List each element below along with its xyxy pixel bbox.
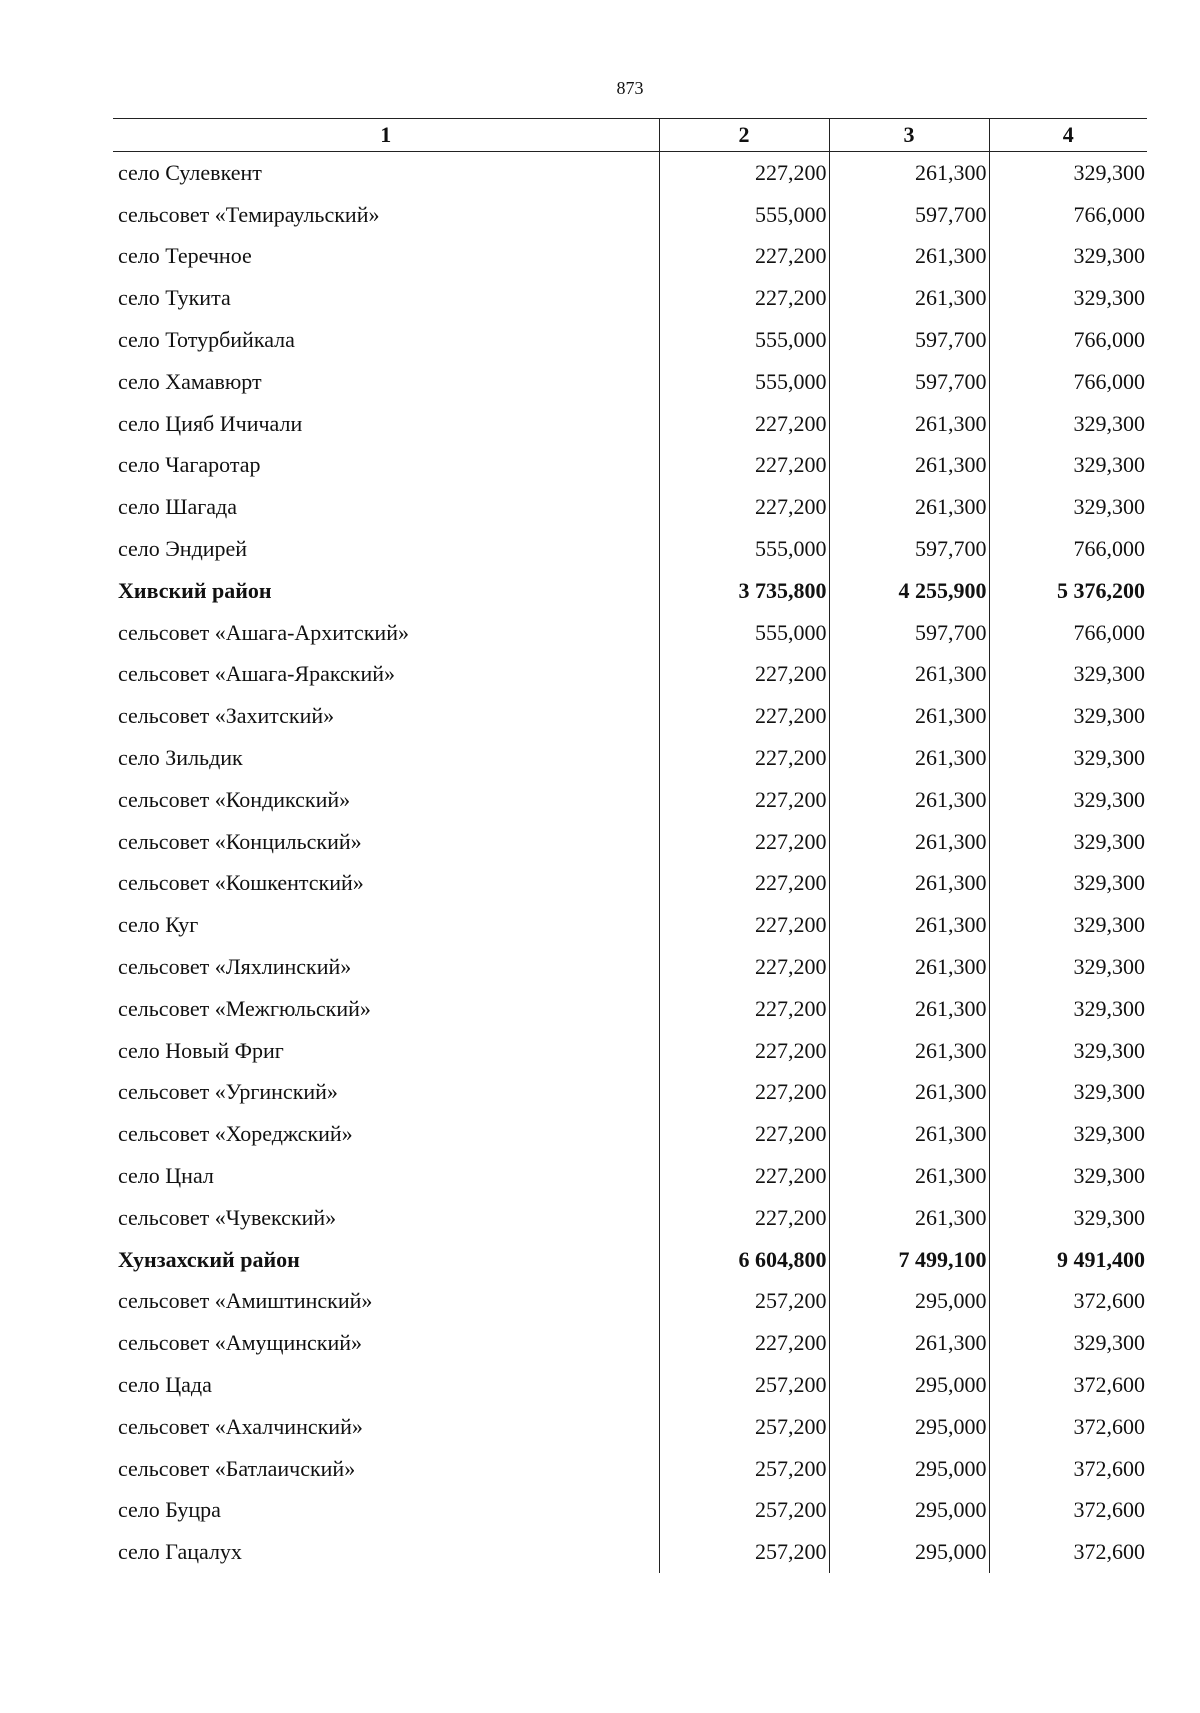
row-name-cell: село Цияб Ичичали [118,410,303,436]
table-row [113,654,1147,696]
header-col-4: 4 [989,119,1147,152]
row-value-col2: 227,200 [659,1113,829,1155]
row-value-col2: 257,200 [659,1531,829,1573]
row-name-cell: сельсовет «Ахалчинский» [118,1413,363,1439]
row-value-col4: 766,000 [989,361,1147,403]
row-value-col4: 329,300 [989,988,1147,1030]
row-value-col4: 329,300 [989,277,1147,319]
table-row [113,988,1147,1030]
row-name-cell: сельсовет «Чувекский» [118,1204,337,1230]
row-value-col2: 227,200 [659,445,829,487]
row-value-col2: 227,200 [659,1155,829,1197]
table-row [113,695,1147,737]
row-value-col4: 766,000 [989,528,1147,570]
row-value-col4: 329,300 [989,779,1147,821]
row-value-col3: 295,000 [829,1364,989,1406]
row-name-cell: село Эндирей [118,536,248,562]
table-body [113,152,1147,1574]
row-value-col4: 372,600 [989,1281,1147,1323]
row-value-col4: 372,600 [989,1490,1147,1532]
row-name-cell: сельсовет «Ляхлинский» [118,954,352,980]
table-row [113,1197,1147,1239]
row-name-cell: сельсовет «Ашага-Архитский» [118,619,409,645]
table-row [113,1113,1147,1155]
row-value-col4: 329,300 [989,1030,1147,1072]
table-row [113,612,1147,654]
row-value-col4: 329,300 [989,1072,1147,1114]
row-value-col3: 261,300 [829,737,989,779]
row-value-col4: 329,300 [989,1197,1147,1239]
row-value-col3: 261,300 [829,236,989,278]
district-total-row [113,1239,1147,1281]
row-value-col4: 329,300 [989,654,1147,696]
row-value-col2: 227,200 [659,779,829,821]
row-name-cell: село Шагада [118,494,237,520]
row-value-col2: 257,200 [659,1406,829,1448]
row-value-col2: 227,200 [659,152,829,194]
row-name-cell: сельсовет «Батлаичский» [118,1455,356,1481]
header-col-3: 3 [829,119,989,152]
row-value-col4: 766,000 [989,612,1147,654]
row-value-col2: 227,200 [659,904,829,946]
row-value-col2: 3 735,800 [659,570,829,612]
row-value-col3: 261,300 [829,863,989,905]
row-name-cell: сельсовет «Амущинский» [118,1330,363,1356]
row-name-cell: сельсовет «Амиштинский» [118,1288,373,1314]
row-value-col4: 372,600 [989,1448,1147,1490]
row-value-col3: 597,700 [829,361,989,403]
table-row [113,1030,1147,1072]
table-row [113,236,1147,278]
row-value-col2: 227,200 [659,1072,829,1114]
table-row [113,1281,1147,1323]
row-name-cell: село Тотурбийкала [118,327,295,353]
row-value-col3: 261,300 [829,403,989,445]
row-value-col3: 597,700 [829,528,989,570]
row-value-col4: 329,300 [989,863,1147,905]
table-row [113,1322,1147,1364]
row-value-col2: 227,200 [659,1322,829,1364]
row-name-cell: село Гацалух [118,1539,242,1565]
row-name-cell: Хивский район [118,577,272,603]
district-total-row [113,570,1147,612]
row-value-col4: 329,300 [989,486,1147,528]
row-value-col3: 7 499,100 [829,1239,989,1281]
row-value-col4: 329,300 [989,236,1147,278]
row-value-col2: 227,200 [659,946,829,988]
table-row [113,194,1147,236]
table-row [113,1490,1147,1532]
row-name-cell: село Сулевкент [118,159,262,185]
table-row [113,779,1147,821]
table-row [113,863,1147,905]
row-value-col3: 261,300 [829,821,989,863]
row-value-col3: 261,300 [829,1113,989,1155]
table-row [113,1155,1147,1197]
row-value-col3: 261,300 [829,988,989,1030]
row-value-col2: 555,000 [659,319,829,361]
table-row [113,946,1147,988]
row-value-col4: 372,600 [989,1364,1147,1406]
row-value-col2: 555,000 [659,528,829,570]
row-value-col2: 227,200 [659,737,829,779]
row-name-cell: сельсовет «Кошкентский» [118,870,364,896]
row-value-col3: 261,300 [829,152,989,194]
row-name-cell: село Буцра [118,1497,221,1523]
row-name-cell: село Тукита [118,285,231,311]
table-row [113,486,1147,528]
header-col-1: 1 [113,119,659,152]
row-value-col3: 295,000 [829,1406,989,1448]
row-name-cell: сельсовет «Захитский» [118,703,335,729]
row-value-col4: 766,000 [989,194,1147,236]
row-name-cell: село Новый Фриг [118,1037,284,1063]
row-name-cell: село Хамавюрт [118,368,262,394]
row-value-col3: 261,300 [829,904,989,946]
row-name-cell: сельсовет «Темираульский» [118,201,380,227]
row-value-col4: 329,300 [989,1322,1147,1364]
row-value-col3: 295,000 [829,1490,989,1532]
table-row [113,403,1147,445]
row-value-col4: 372,600 [989,1531,1147,1573]
table-header [113,119,1147,152]
row-value-col2: 227,200 [659,277,829,319]
row-value-col2: 257,200 [659,1281,829,1323]
row-value-col2: 227,200 [659,654,829,696]
row-value-col4: 329,300 [989,695,1147,737]
row-value-col3: 261,300 [829,779,989,821]
row-name-cell: село Цада [118,1372,212,1397]
row-name-cell: Хунзахский район [118,1246,300,1272]
row-value-col2: 227,200 [659,236,829,278]
row-value-col3: 597,700 [829,612,989,654]
table-row [113,1531,1147,1573]
data-table [113,118,1147,1573]
table-row [113,1364,1147,1406]
row-value-col4: 9 491,400 [989,1239,1147,1281]
header-col-2: 2 [659,119,829,152]
row-value-col4: 5 376,200 [989,570,1147,612]
row-value-col2: 257,200 [659,1448,829,1490]
row-value-col2: 227,200 [659,863,829,905]
row-value-col3: 261,300 [829,1072,989,1114]
table-row [113,528,1147,570]
row-value-col4: 329,300 [989,737,1147,779]
row-value-col3: 261,300 [829,1322,989,1364]
row-value-col3: 295,000 [829,1448,989,1490]
row-value-col2: 227,200 [659,1030,829,1072]
row-name-cell: село Теречное [118,243,252,269]
table-row [113,445,1147,487]
row-value-col3: 261,300 [829,1030,989,1072]
row-name-cell: сельсовет «Ургинский» [118,1079,338,1105]
row-value-col4: 329,300 [989,445,1147,487]
row-value-col4: 329,300 [989,821,1147,863]
row-value-col2: 227,200 [659,486,829,528]
row-value-col3: 261,300 [829,695,989,737]
row-value-col2: 555,000 [659,361,829,403]
row-name-cell: сельсовет «Хореджский» [118,1121,353,1147]
row-value-col2: 6 604,800 [659,1239,829,1281]
row-value-col2: 227,200 [659,821,829,863]
row-name-cell: сельсовет «Кондикский» [118,786,351,812]
row-value-col3: 261,300 [829,277,989,319]
row-value-col4: 372,600 [989,1406,1147,1448]
row-value-col2: 227,200 [659,1197,829,1239]
table-row [113,737,1147,779]
page-number: 873 [616,78,644,98]
row-value-col4: 329,300 [989,403,1147,445]
table-row [113,319,1147,361]
row-value-col3: 261,300 [829,946,989,988]
row-value-col4: 329,300 [989,946,1147,988]
row-value-col2: 257,200 [659,1490,829,1532]
row-value-col4: 766,000 [989,319,1147,361]
header-row [113,119,1147,152]
table-row [113,152,1147,194]
row-value-col3: 597,700 [829,194,989,236]
row-name-cell: село Цнал [118,1163,214,1189]
row-value-col2: 227,200 [659,695,829,737]
table-row [113,361,1147,403]
row-value-col2: 555,000 [659,194,829,236]
row-value-col3: 261,300 [829,1155,989,1197]
row-value-col4: 329,300 [989,1155,1147,1197]
row-value-col3: 261,300 [829,1197,989,1239]
data-table-container [113,118,1147,1573]
row-value-col4: 329,300 [989,904,1147,946]
row-value-col4: 329,300 [989,1113,1147,1155]
row-value-col2: 257,200 [659,1364,829,1406]
row-value-col3: 597,700 [829,319,989,361]
row-value-col4: 329,300 [989,152,1147,194]
table-row [113,821,1147,863]
row-value-col3: 295,000 [829,1531,989,1573]
row-name-cell: село Зильдик [118,745,243,771]
table-row [113,1406,1147,1448]
table-row [113,1448,1147,1490]
table-row [113,1072,1147,1114]
row-name-cell: сельсовет «Концильский» [118,828,362,854]
row-value-col2: 555,000 [659,612,829,654]
row-name-cell: село Чагаротар [118,452,261,478]
table-row [113,904,1147,946]
row-value-col3: 261,300 [829,486,989,528]
row-value-col3: 4 255,900 [829,570,989,612]
row-value-col2: 227,200 [659,403,829,445]
table-row [113,277,1147,319]
row-value-col3: 261,300 [829,445,989,487]
row-name-cell: село Куг [118,912,199,938]
row-value-col3: 295,000 [829,1281,989,1323]
row-value-col2: 227,200 [659,988,829,1030]
row-value-col3: 261,300 [829,654,989,696]
row-name-cell: сельсовет «Межгюльский» [118,995,371,1021]
row-name-cell: сельсовет «Ашага-Яракский» [118,661,395,687]
